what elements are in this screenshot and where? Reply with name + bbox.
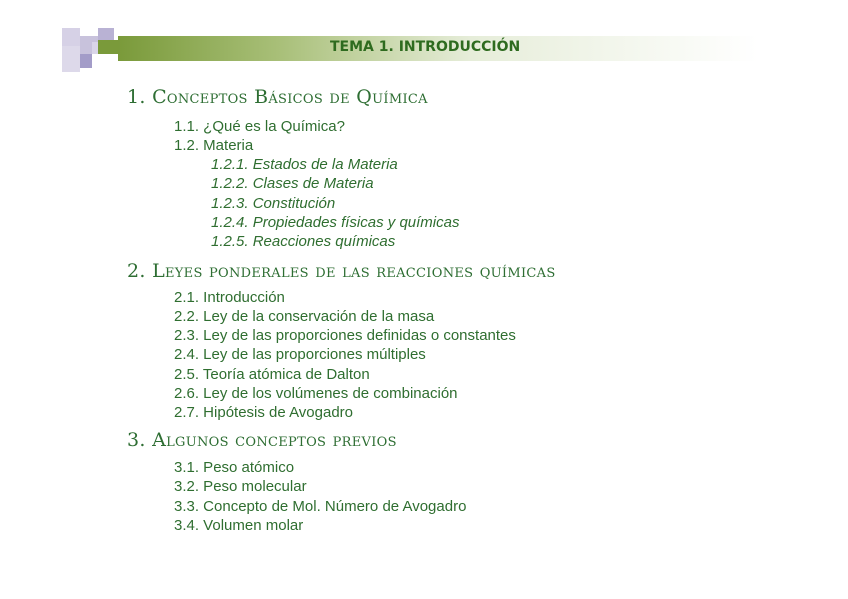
list-item: 3.2. Peso molecular [174, 478, 307, 495]
list-item: 2.7. Hipótesis de Avogadro [174, 404, 354, 421]
list-item: 2.5. Teoría atómica de Dalton [174, 366, 370, 383]
section-1-heading: 1. Conceptos Básicos de Química [127, 86, 428, 108]
list-item: 1.1. ¿Qué es la Química? [174, 118, 345, 135]
section-3-heading: 3. Algunos conceptos previos [127, 429, 397, 451]
list-item: 3.3. Concepto de Mol. Número de Avogadro [174, 498, 467, 515]
sub-list-item: 1.2.4. Propiedades físicas y químicas [211, 214, 460, 231]
sub-list-item: 1.2.1. Estados de la Materia [211, 156, 398, 173]
list-item: 2.1. Introducción [174, 289, 285, 306]
list-item: 3.4. Volumen molar [174, 517, 304, 534]
slide-title: TEMA 1. INTRODUCCIÓN [330, 39, 521, 55]
sub-list-item: 1.2.3. Constitución [211, 195, 336, 212]
sub-list-item: 1.2.2. Clases de Materia [211, 175, 374, 192]
section-2-heading: 2. Leyes ponderales de las reacciones químicas [127, 260, 556, 282]
sub-list-item: 1.2.5. Reacciones químicas [211, 233, 396, 250]
list-item: 1.2. Materia [174, 137, 254, 154]
list-item: 3.1. Peso atómico [174, 459, 295, 476]
list-item: 2.6. Ley de los volúmenes de combinación [174, 385, 458, 402]
list-item: 2.4. Ley de las proporciones múltiples [174, 346, 426, 363]
list-item: 2.3. Ley de las proporciones definidas o constantes [174, 327, 516, 344]
list-item: 2.2. Ley de la conservación de la masa [174, 308, 435, 325]
